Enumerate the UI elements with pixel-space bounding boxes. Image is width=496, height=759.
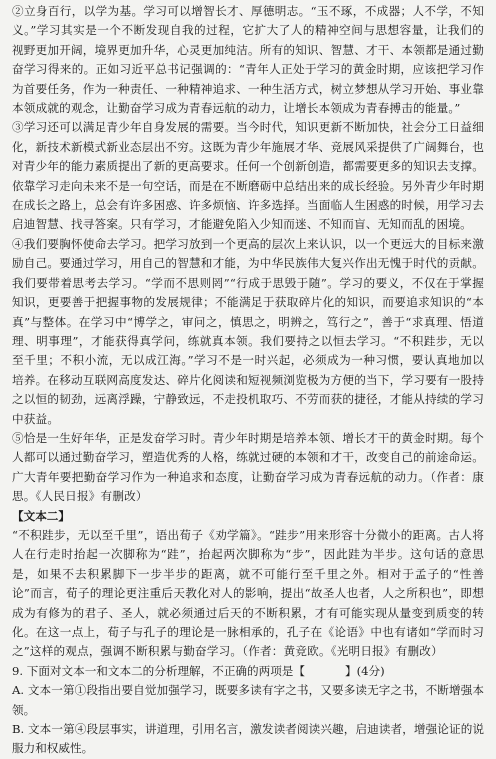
option-a: A. 文本一第①段指出要自觉加强学习，既要多读有字之书，又要多读无字之书，不断增强本领。 <box>12 683 484 717</box>
text1-paragraph-2: ②立身百行，以学为基。学习可以增智长才、厚德明志。“玉不琢，不成器；人不学，不知义。”学习其实是一个不断发现自我的过程，它扩大了人的精神空间与思想容量，让我们的视野更加开阔，境界更加升华，心灵更加纯洁。所有的知识、智慧、才干、本领都是通过勤奋学习得来的。正如习近平总书记强调的：“青年人正处于学习的黄金时期，应该把学习作为首要任务，作为一种责任、一种精神追求、一种生活方式，树立梦想从学习开始、事业靠本领成就的观念，让勤奋学习成为青春远航的动力，让增长本领成为青春搏击的能量。” <box>12 4 484 116</box>
option-b: B. 文本一第④段层事实，讲道理，引用名言，激发读者阅读兴趣，启迪读者，增强论证的说服力和权威性。 <box>12 722 484 756</box>
text1-paragraph-4: ④我们要胸怀使命去学习。把学习放到一个更高的层次上来认识，以一个更远大的目标来激励自己。要通过学习，用自己的智慧和才能，为中华民族伟大复兴作出无愧于时代的贡献。我们要带着思考去学习。“学而不思则罔”“行成于思毁于随”。学习的要义，不仅在于掌握知识，更要善于把握事物的发展规律；不能满足于获取碎片化的知识，而要追求知识的“本真”与整体。在学习中“博学之，审问之，慎思之，明辨之，笃行之”，善于“求真理、悟道理、明事理”，才能获得真学问，练就真本领。我们要持之以恒去学习。“不积跬步，无以至千里；不积小流，无以成江海。”学习不是一时兴起，必须成为一种习惯，要认真地加以培养。在移动互联网高度发达、碎片化阅读和短视频浏览极为方便的当下，学习要有一股持之以恒的韧劲，远离浮躁，宁静致远，不走投机取巧、不劳而获的捷径，才能从持续的学习中获益。 <box>12 236 484 426</box>
question-stem-text: 9. 下面对文本一和文本二的分析理解，不正确的两项是【 <box>12 663 305 678</box>
question-stem <box>12 662 484 681</box>
text1-paragraph-5: ⑤恰是一生好年华，正是发奋学习时。青少年时期是培养本领、增长才干的黄金时期。每个人都可以通过勤奋学习，塑造优秀的人格，练就过硬的本领和才干，改变自己的前途命运。广大青年要把勤奋学习作为一种追求和态度，让勤奋学习成为青春远航的动力。（作者：康思。《人民日报》有删改） <box>12 430 484 504</box>
text2-paragraph: “不积跬步，无以至千里”，语出荀子《劝学篇》。“跬步”用来形容十分微小的距离。古人将人在行走时抬起一次脚称为“跬”，抬起两次脚称为“步”，因此跬为半步。这句话的意思是，如果不去积累脚下一步半步的距离，就不可能行至千里之外。相对于孟子的“性善论”而言，荀子的理论更注重后天教化对人的影响，提出“故圣人也者，人之所积也”，即想成为有修为的君子、圣人，就必须通过后天的不断积累，才有可能实现从量变到质变的转化。在这一点上，荀子与孔子的理论是一脉相承的，孔子在《论语》中也有诸如“学而时习之”这样的观点，强调不断积累与勤奋学习。（作者：黄竞欧。《光明日报》有删改） <box>12 527 484 659</box>
question-stem-tail: 】(4分) <box>345 663 385 678</box>
text2-heading: 【文本二】 <box>12 508 70 523</box>
text1-paragraph-3: ③学习还可以满足青少年自身发展的需要。当今时代，知识更新不断加快，社会分工日益细化，新技术新模式新业态层出不穷。这既为青少年施展才华、竞展风采提供了广阔舞台，也对青少年的能力素质提出了新的更高要求。任何一个创新创造，都需要更多的知识去支撑。依靠学习走向未来不是一句空话，而是在不断磨砺中总结出来的成长经验。另外青少年时期在成长之路上，总会有许多困惑、许多烦恼、许多选择。当面临人生困惑的时候，用学习去启迪智慧、找寻答案。只有学习，才能避免陷入少知而迷、不知而盲、无知而乱的困境。 <box>12 120 484 232</box>
